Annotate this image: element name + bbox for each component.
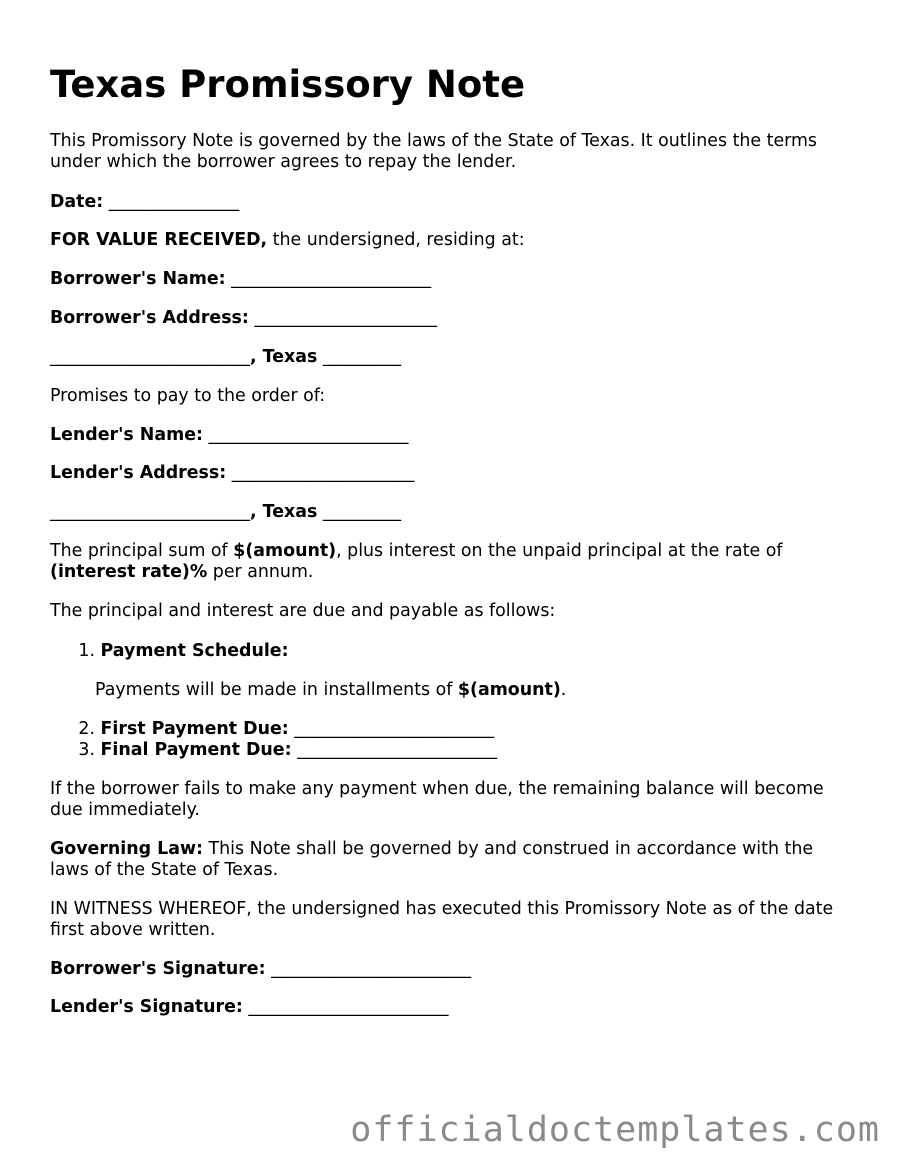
installments-text: Payments will be made in installments of — [95, 680, 458, 700]
principal-line-1 — [50, 541, 782, 562]
value-received-text: the undersigned, residing at: — [267, 230, 525, 250]
borrower-city-blank: _______________________ — [50, 347, 250, 367]
first-payment-label: First Payment Due: — [100, 719, 289, 739]
borrower-address-line — [50, 308, 437, 329]
default-clause: If the borrower fails to make any payment when due, the remaining balance will become due immediately. — [50, 779, 824, 820]
interest-rate: (interest rate)% — [50, 562, 208, 582]
governing-law-text: This Note shall be governed by and construed in accordance with the laws of the State of Texas. — [50, 839, 814, 880]
lender-city-line — [50, 502, 401, 523]
borrower-name-blank: _______________________ — [231, 269, 432, 289]
schedule-item-number: 1. — [78, 641, 95, 661]
date-blank: _______________ — [108, 192, 240, 212]
lender-signature-blank: _______________________ — [248, 997, 449, 1017]
lender-name-blank: _______________________ — [208, 425, 409, 445]
lender-city-blank: _______________________ — [50, 502, 250, 522]
due-intro: The principal and interest are due and payable as follows: — [50, 601, 556, 621]
lender-signature-line — [50, 997, 448, 1018]
borrower-name-line — [50, 269, 431, 290]
value-received-label: FOR VALUE RECEIVED, — [50, 230, 268, 250]
first-payment-blank: _______________________ — [294, 719, 495, 739]
schedule-item-3 — [50, 740, 497, 761]
installments-line — [95, 680, 566, 701]
date-line — [50, 192, 239, 213]
lender-zip-blank: _________ — [322, 502, 402, 522]
page-title: Texas Promissory Note — [50, 63, 526, 106]
borrower-zip-blank: _________ — [322, 347, 402, 367]
borrower-address-blank: _____________________ — [254, 308, 437, 328]
borrower-signature-blank: _______________________ — [271, 959, 472, 979]
witness-paragraph: IN WITNESS WHEREOF, the undersigned has executed this Promissory Note as of the date first above written. — [50, 899, 834, 940]
principal-line-2 — [50, 562, 313, 583]
lender-name-line — [50, 425, 409, 446]
principal-amount: $(amount) — [233, 541, 337, 561]
principal-text-mid: , plus interest on the unpaid principal at the rate of — [336, 541, 783, 561]
governing-law-paragraph — [50, 839, 850, 881]
borrower-name-label: Borrower's Name: — [50, 269, 226, 289]
installments-end: . — [560, 680, 567, 700]
lender-signature-label: Lender's Signature: — [50, 997, 243, 1017]
borrower-city-line — [50, 347, 401, 368]
payment-schedule-label: Payment Schedule: — [100, 641, 289, 661]
lender-address-label: Lender's Address: — [50, 463, 227, 483]
schedule-item-2 — [50, 719, 494, 740]
value-received-line — [50, 230, 525, 251]
governing-law-label: Governing Law: — [50, 839, 203, 859]
schedule-item-number: 2. — [78, 719, 95, 739]
principal-text-end: per annum. — [207, 562, 314, 582]
lender-name-label: Lender's Name: — [50, 425, 203, 445]
lender-address-blank: _____________________ — [231, 463, 415, 483]
final-payment-label: Final Payment Due: — [100, 740, 292, 760]
principal-text-start: The principal sum of — [50, 541, 234, 561]
borrower-signature-line — [50, 959, 471, 980]
borrower-address-label: Borrower's Address: — [50, 308, 249, 328]
borrower-signature-label: Borrower's Signature: — [50, 959, 266, 979]
borrower-state: , Texas — [250, 347, 318, 367]
lender-address-line — [50, 463, 414, 484]
final-payment-blank: _______________________ — [297, 740, 498, 760]
schedule-item-1 — [50, 641, 289, 662]
lender-state: , Texas — [250, 502, 318, 522]
schedule-item-number: 3. — [78, 740, 95, 760]
date-label: Date: — [50, 192, 104, 212]
installments-amount: $(amount) — [457, 680, 561, 700]
intro-paragraph: This Promissory Note is governed by the laws of the State of Texas. It outlines the terms under which the borrower agrees to repay the lender. — [50, 131, 817, 172]
watermark: officialdoctemplates.com — [350, 1110, 880, 1150]
promises-line: Promises to pay to the order of: — [50, 386, 326, 406]
